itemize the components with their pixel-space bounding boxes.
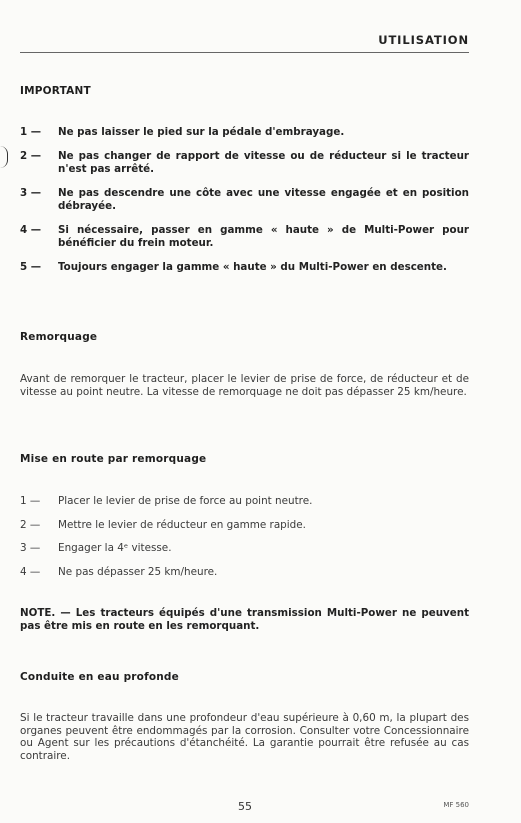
list-item: [20, 224, 469, 250]
model-code: MF 560: [443, 801, 469, 809]
conduite-heading: Conduite en eau profonde: [20, 671, 179, 683]
list-item: [20, 261, 469, 274]
mise-en-route-list: [20, 495, 469, 589]
margin-bracket-mark: [0, 146, 8, 168]
list-item-number: 1 —: [20, 126, 42, 138]
list-item-text: Mettre le levier de réducteur en gamme rapide.: [58, 518, 306, 531]
list-item-number: 2 —: [20, 518, 41, 531]
list-item: [20, 150, 469, 176]
list-item-text: Si nécessaire, passer en gamme « haute » de Multi-Power pour bénéficier du frein moteur.: [58, 224, 469, 249]
list-item-number: 1 —: [20, 495, 41, 507]
list-item-number: 3 —: [20, 542, 41, 554]
conduite-paragraph: Si le tracteur travaille dans une profondeur d'eau supérieure à 0,60 m, la plupart des organes peuvent être endommagés par la corrosion. Consulter votre Concessionnaire ou Agent sur les précautions d'étanchéité. La garantie pourrait être refusée au cas contraire.: [20, 712, 469, 762]
list-item: [20, 542, 469, 566]
list-item-number: 4 —: [20, 224, 42, 236]
list-item-text: Engager la 4ᵉ vitesse.: [58, 542, 172, 554]
list-item-number: 2 —: [20, 150, 42, 162]
remorquage-paragraph: Avant de remorquer le tracteur, placer le levier de prise de force, de réducteur et de vitesse au point neutre. La vitesse de remorquage ne doit pas dépasser 25 km/heure.: [20, 373, 469, 398]
list-item-text: Ne pas laisser le pied sur la pédale d'embrayage.: [58, 126, 345, 138]
list-item-text: Ne pas descendre une côte avec une vitesse engagée et en position débrayée.: [58, 187, 469, 212]
list-item: [20, 126, 469, 139]
list-item-text: Placer le levier de prise de force au point neutre.: [58, 495, 313, 507]
header-rule: [20, 52, 469, 53]
important-list: [20, 126, 469, 285]
remorquage-heading: Remorquage: [20, 331, 98, 343]
mise-en-route-heading: Mise en route par remorquage: [20, 453, 207, 465]
list-item-number: 3 —: [20, 187, 42, 199]
list-item-text: Toujours engager la gamme « haute » du Multi-Power en descente.: [58, 261, 447, 273]
list-item-number: 5 —: [20, 261, 42, 273]
page-number: 55: [238, 800, 252, 813]
list-item: [20, 566, 469, 590]
list-item-text: Ne pas changer de rapport de vitesse ou de réducteur si le tracteur n'est pas arrêté.: [58, 150, 469, 175]
list-item: [20, 495, 469, 519]
section-header: UTILISATION: [378, 33, 469, 47]
list-item: [20, 187, 469, 213]
list-item-text: Ne pas dépasser 25 km/heure.: [58, 565, 218, 578]
list-item-number: 4 —: [20, 565, 41, 578]
list-item: [20, 519, 469, 543]
note-paragraph: NOTE. — Les tracteurs équipés d'une transmission Multi-Power ne peuvent pas être mis en route en les remorquant.: [20, 607, 469, 632]
important-heading: IMPORTANT: [20, 85, 91, 97]
